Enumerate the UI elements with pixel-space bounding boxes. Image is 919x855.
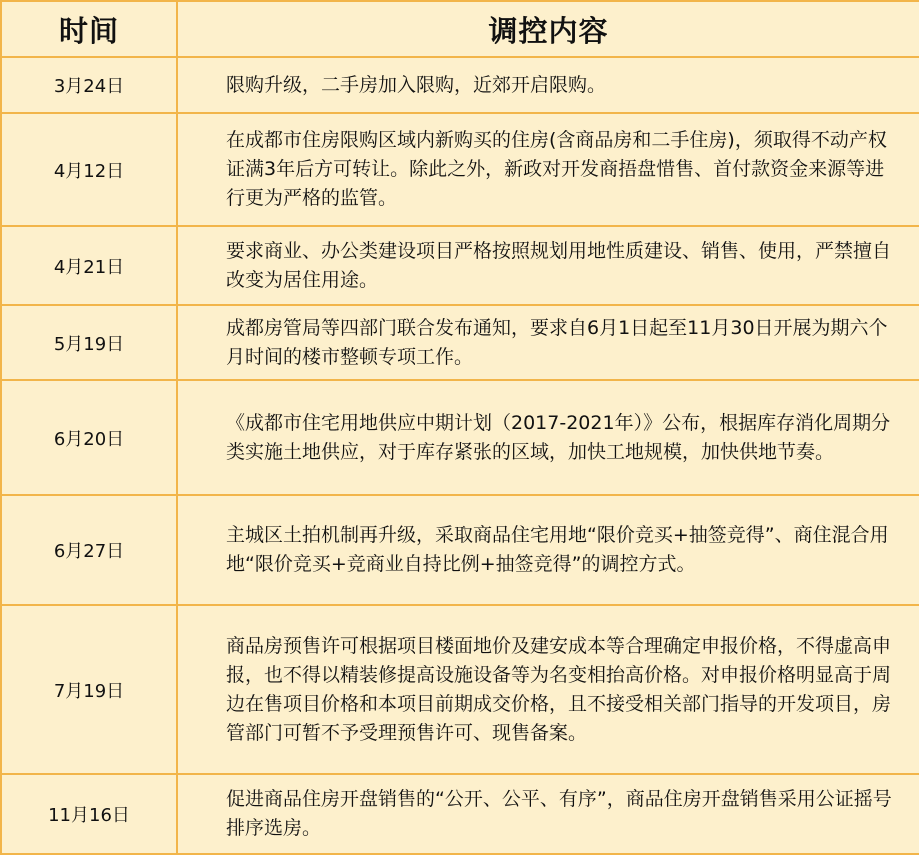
table-row [1, 57, 919, 113]
row-date: 6月27日 [1, 495, 177, 605]
row-date: 7月19日 [1, 605, 177, 774]
table-row [1, 605, 919, 774]
row-content: 限购升级，二手房加入限购，近郊开启限购。 [177, 57, 919, 113]
row-date: 11月16日 [1, 774, 177, 854]
table-row [1, 226, 919, 305]
row-date: 4月12日 [1, 113, 177, 226]
row-content: 要求商业、办公类建设项目严格按照规划用地性质建设、销售、使用，严禁擅自改变为居住用途。 [177, 226, 919, 305]
table-header-row [1, 1, 919, 57]
row-date: 5月19日 [1, 305, 177, 380]
row-date: 6月20日 [1, 380, 177, 495]
header-date: 时间 [1, 1, 177, 57]
table-row [1, 380, 919, 495]
row-date: 3月24日 [1, 57, 177, 113]
header-content: 调控内容 [177, 1, 919, 57]
table-row [1, 495, 919, 605]
row-content: 主城区土拍机制再升级，采取商品住宅用地“限价竞买+抽签竞得”、商住混合用地“限价竞买+竞商业自持比例+抽签竞得”的调控方式。 [177, 495, 919, 605]
row-date: 4月21日 [1, 226, 177, 305]
row-content: 促进商品住房开盘销售的“公开、公平、有序”，商品住房开盘销售采用公证摇号排序选房。 [177, 774, 919, 854]
table-row [1, 113, 919, 226]
row-content: 成都房管局等四部门联合发布通知，要求自6月1日起至11月30日开展为期六个月时间的楼市整顿专项工作。 [177, 305, 919, 380]
row-content: 《成都市住宅用地供应中期计划（2017-2021年）》公布，根据库存消化周期分类实施土地供应，对于库存紧张的区域，加快工地规模，加快供地节奏。 [177, 380, 919, 495]
row-content: 在成都市住房限购区域内新购买的住房(含商品房和二手住房)，须取得不动产权证满3年后方可转让。除此之外，新政对开发商捂盘惜售、首付款资金来源等进行更为严格的监管。 [177, 113, 919, 226]
table-row [1, 774, 919, 854]
table-row [1, 305, 919, 380]
row-content: 商品房预售许可根据项目楼面地价及建安成本等合理确定申报价格，不得虚高申报，也不得以精装修提高设施设备等为名变相抬高价格。对申报价格明显高于周边在售项目价格和本项目前期成交价格，且不接受相关部门指导的开发项目，房管部门可暂不予受理预售许可、现售备案。 [177, 605, 919, 774]
